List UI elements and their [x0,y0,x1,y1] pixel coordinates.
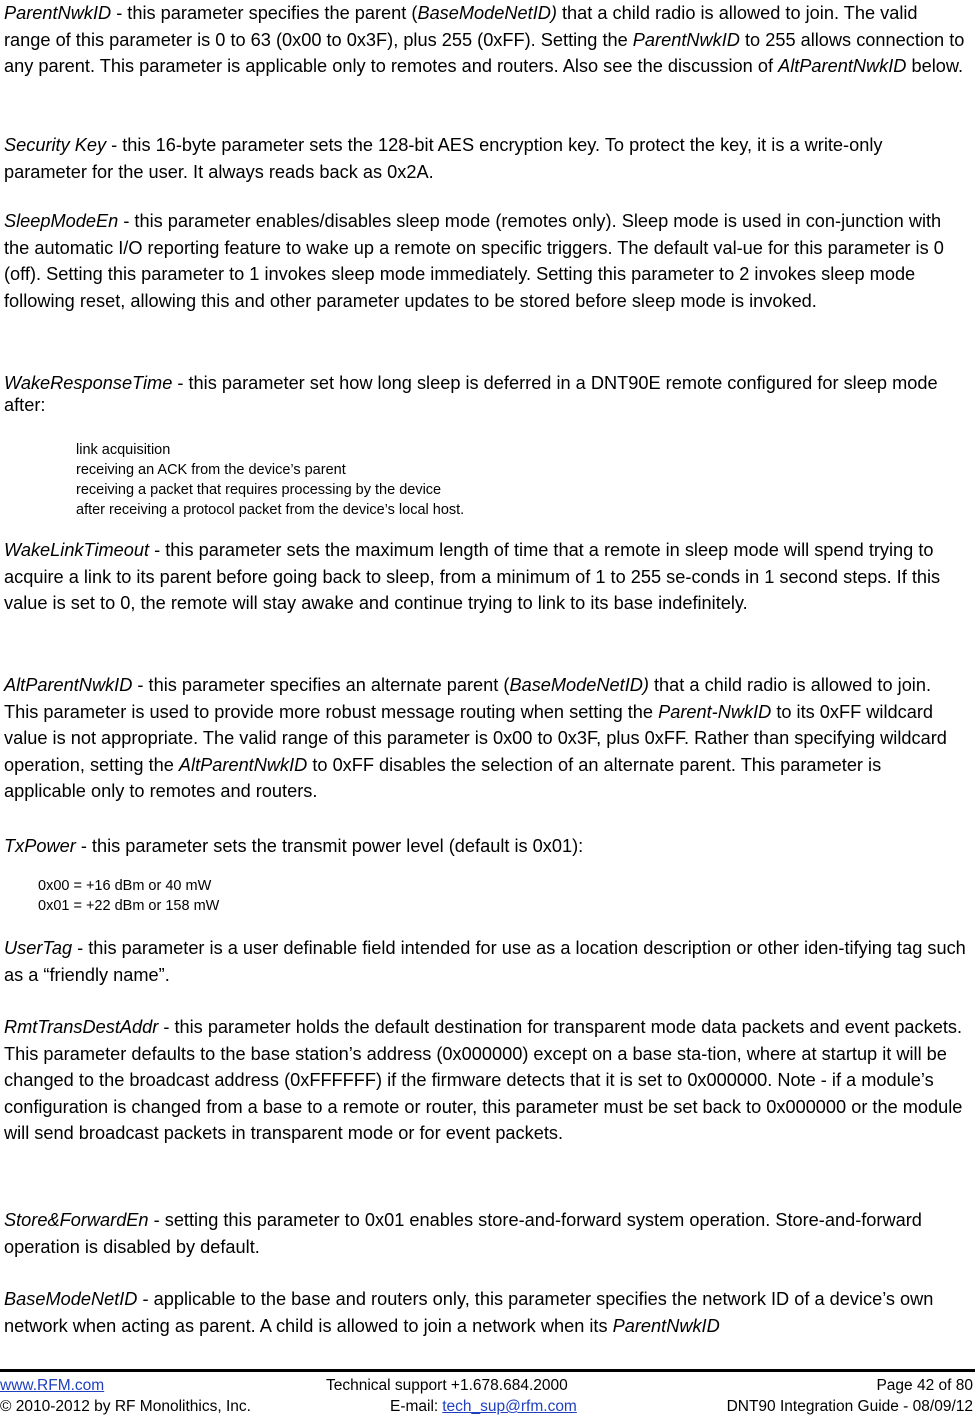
page-number: Page 42 of 80 [876,1377,973,1394]
footer-divider [0,1369,975,1372]
italic-reference: ParentNwkID [612,1315,720,1336]
param-text: below. [906,56,964,76]
wake-conditions-list [76,440,464,520]
param-basemodenetid [4,1286,966,1339]
param-text: - this parameter enables/disables sleep mode (remotes only). Sleep mode is used in con-junction with the automatic I/O reporting feature to wake up a remote on specific triggers. The default val-ue for this parameter is 0 (off). Setting this parameter to 1 invokes sleep mode immediately. Setting this parameter to 2 invokes sleep mode following reset, allowing this and other parameter updates to be stored before sleep mode is invoked. [4,211,944,311]
param-term: RmtTransDestAddr [4,1017,159,1037]
email-link[interactable]: tech_sup@rfm.com [442,1398,577,1415]
param-term: UserTag [4,938,73,958]
power-levels-list [38,876,219,916]
param-term: WakeLinkTimeout [4,540,150,560]
list-item: 0x01 = +22 dBm or 158 mW [38,898,220,914]
param-text: - this parameter sets the transmit power level (default is 0x01): [75,836,584,856]
italic-reference: AltParentNwkID [778,56,907,76]
param-term: Store&ForwardEn [4,1210,149,1230]
param-text: - this parameter specifies an alternate parent ( [132,675,510,695]
param-text: to 0xFF disables the selection of an alternate parent. This parameter is applicable only to remotes and routers. [4,754,882,801]
param-txpower [4,833,966,860]
support-phone: Technical support +1.678.684.2000 [326,1377,568,1394]
list-item: receiving a packet that requires processing by the device [76,482,442,498]
param-parentnwkid [4,0,966,80]
italic-reference: BaseModeNetID) [509,675,649,695]
param-text: - applicable to the base and routers only, this parameter specifies the network ID of a device’s own network when acting as parent. A child is allowed to join a network when its [4,1289,934,1336]
param-wakelinktimeout [4,537,966,617]
italic-reference: Parent-NwkID [658,701,772,722]
param-security-key [4,132,966,185]
param-text: - setting this parameter to 0x01 enables store-and-forward system operation. Store-and-forward operation is disabled by default. [4,1210,922,1257]
website-link[interactable]: www.RFM.com [0,1377,105,1394]
list-item: 0x00 = +16 dBm or 40 mW [38,878,212,894]
param-term: BaseModeNetID [4,1289,138,1309]
param-text: to its 0xFF wildcard value is not appropriate. The valid range of this parameter is 0x00 to 0x3F, plus 0xFF. Rather than specifying wildcard operation, setting the [4,701,947,775]
italic-reference: AltParentNwkID [178,754,308,775]
param-term: ParentNwkID [4,3,112,23]
param-sleepmodeen [4,208,966,314]
param-text: - this parameter holds the default destination for transparent mode data packets and event packets. This parameter defaults to the base station’s address (0x000000) except on a base sta-tion, where at startup it will be changed to the broadcast address (0xFFFFFF) if the firmware detects that it is set to 0x000000. Note - if a module’s configuration is changed from a base to a remote or router, this parameter must be set back to 0x000000 or the module will send broadcast packets in transparent mode or for event packets. [4,1017,963,1143]
param-altparentnwkid [4,672,966,805]
param-term: TxPower [4,836,76,856]
italic-reference: ParentNwkID [632,29,740,50]
param-text: that a child radio is allowed to join. The valid range of this parameter is 0 to 63 (0x00 to 0x3F), plus 255 (0xFF). Setting the [4,3,918,50]
list-item: after receiving a protocol packet from the device’s local host. [76,502,465,518]
list-item: link acquisition [76,442,171,458]
param-text: that a child radio is allowed to join. This parameter is used to provide more robust message routing when setting the [4,675,932,722]
page-footer [0,1376,975,1418]
param-text: - this parameter specifies the parent ( [111,3,418,23]
param-text: to 255 allows connection to any parent. This parameter is applicable only to remotes and routers. Also see the discussion of [4,29,965,76]
guide-title: DNT90 Integration Guide - 08/09/12 [726,1398,973,1415]
param-term: WakeResponseTime [4,373,173,393]
param-text: - this parameter set how long sleep is deferred in a DNT90E remote configured for sleep mode after: [4,373,938,415]
list-item: receiving an ACK from the device’s parent [76,462,346,478]
param-term: Security Key [4,135,107,155]
param-storeforwarden [4,1207,966,1260]
italic-reference: BaseModeNetID) [417,3,557,23]
email-label: E-mail: [390,1398,439,1415]
param-usertag [4,935,966,988]
param-text: - this parameter sets the maximum length of time that a remote in sleep mode will spend trying to acquire a link to its parent before going back to sleep, from a minimum of 1 to 255 se-conds in 1 second steps. If this value is set to 0, the remote will stay awake and continue trying to link to its base indefinitely. [4,540,941,613]
param-term: SleepModeEn [4,211,119,231]
param-rmttransdestaddr [4,1014,966,1147]
param-term: AltParentNwkID [4,675,133,695]
param-wakeresponsetime [4,372,966,416]
param-text: - this 16-byte parameter sets the 128-bit AES encryption key. To protect the key, it is a write-only parameter for the user. It always reads back as 0x2A. [4,135,883,182]
param-text: - this parameter is a user definable field intended for use as a location description or other iden-tifying tag such as a “friendly name”. [4,938,966,985]
email-line [390,1397,577,1417]
copyright-text: © 2010-2012 by RF Monolithics, Inc. [0,1398,251,1415]
